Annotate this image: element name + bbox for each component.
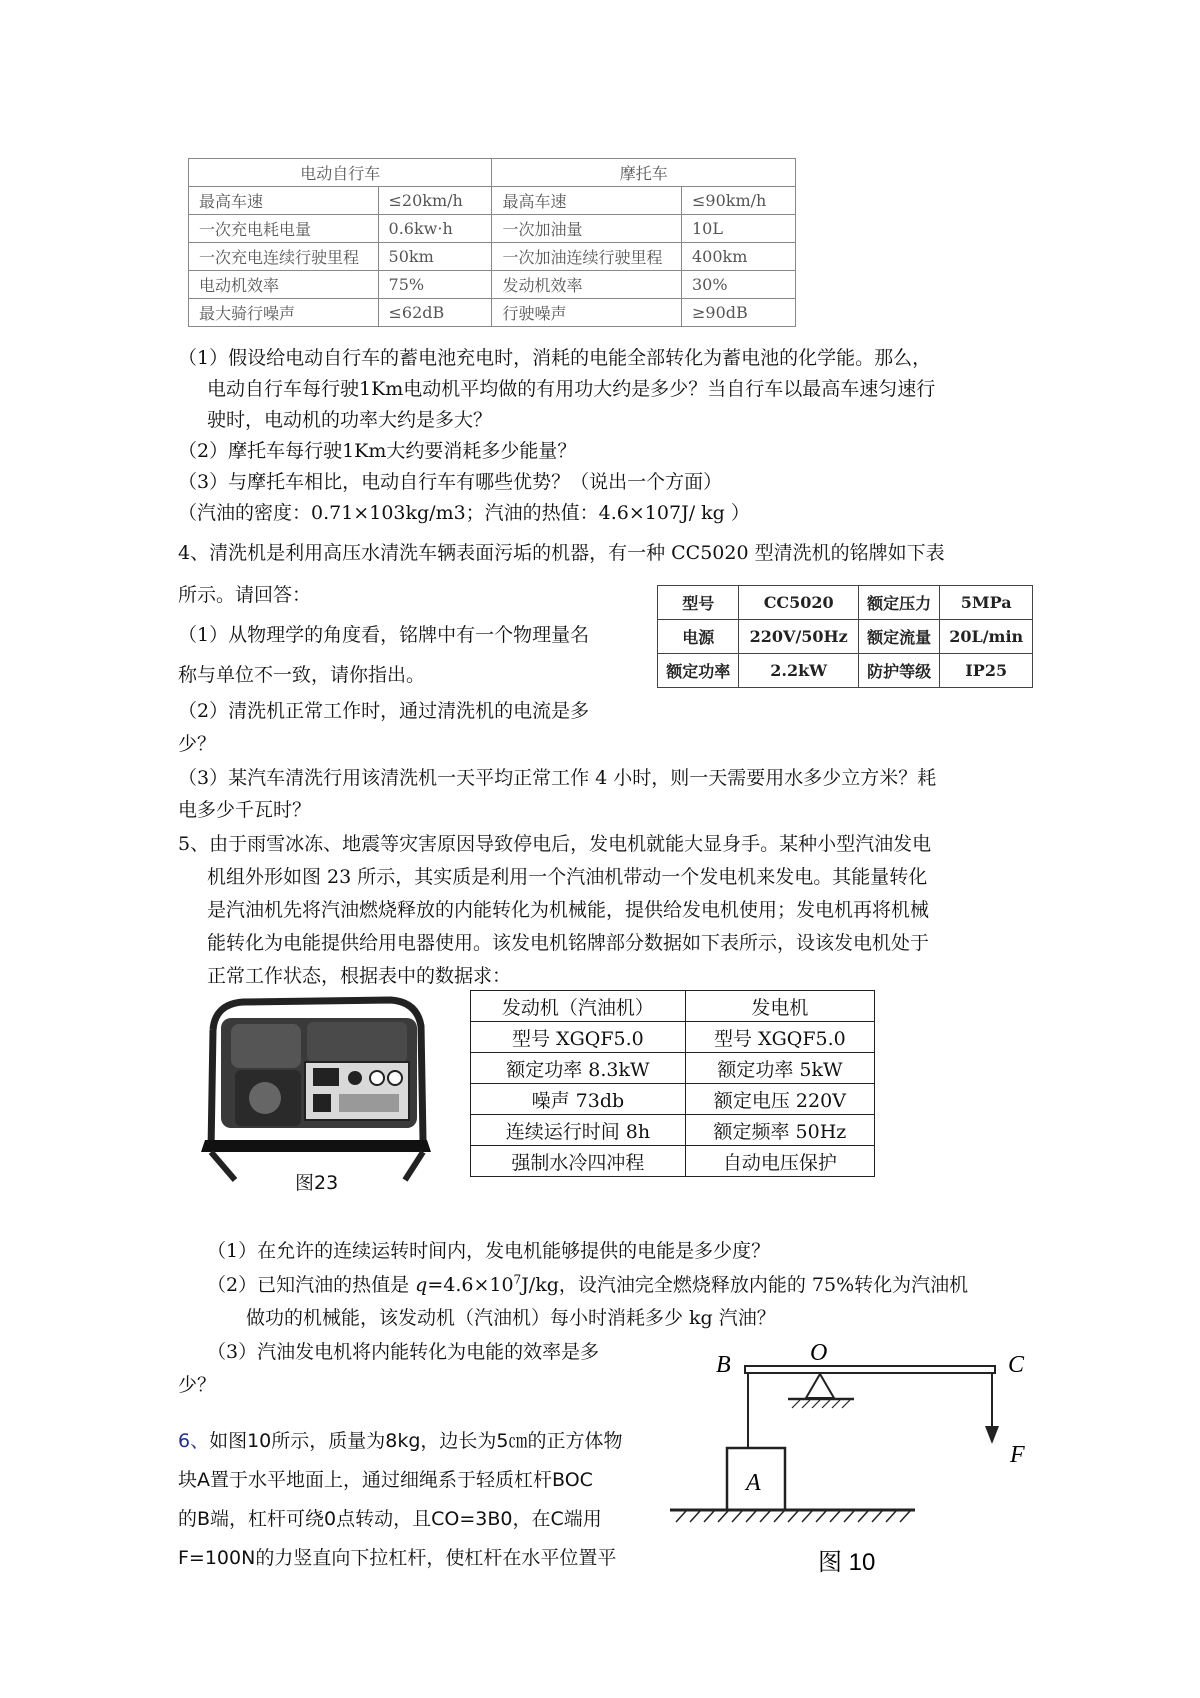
table-cell: 摩托车 xyxy=(492,159,796,187)
table-cell: 型号 xyxy=(658,586,739,620)
table-row xyxy=(471,1115,875,1146)
table-cell: 连续运行时间 8h xyxy=(471,1115,686,1146)
table-cell: IP25 xyxy=(940,654,1033,688)
table-row xyxy=(658,654,1033,688)
table-cell: 最高车速 xyxy=(492,187,682,215)
table-cell: 噪声 73db xyxy=(471,1084,686,1115)
table-row xyxy=(189,271,796,299)
generator-figure-caption: 图23 xyxy=(295,1172,339,1194)
table-row xyxy=(658,620,1033,654)
q6-line-2: 块A置于水平地面上，通过细绳系于轻质杠杆BOC xyxy=(178,1469,593,1491)
table-cell: ≤20km/h xyxy=(378,187,492,215)
table-cell: 0.6kw·h xyxy=(378,215,492,243)
q5-line-2: 机组外形如图 23 所示，其实质是利用一个汽油机带动一个发电机来发电。其能量转化 xyxy=(207,866,928,888)
lever-label-c: C xyxy=(1008,1352,1025,1378)
q3-line-1: （1）假设给电动自行车的蓄电池充电时，消耗的电能全部转化为蓄电池的化学能。那么， xyxy=(178,347,932,369)
table-cell: 5MPa xyxy=(940,586,1033,620)
table-cell: ≥90dB xyxy=(682,299,796,327)
table-cell: 2.2kW xyxy=(739,654,859,688)
table-cell: 额定功率 8.3kW xyxy=(471,1053,686,1084)
table-cell: 电源 xyxy=(658,620,739,654)
table-row xyxy=(658,586,1033,620)
table-cell: 防护等级 xyxy=(858,654,939,688)
q5-sub1: （1）在允许的连续运转时间内，发电机能够提供的电能是多少度？ xyxy=(207,1240,771,1262)
q4-sub1-b: 称与单位不一致，请你指出。 xyxy=(178,664,426,686)
table-cell: 75% xyxy=(378,271,492,299)
q5-line-3: 是汽油机先将汽油燃烧释放的内能转化为机械能，提供给发电机使用；发电机再将机械 xyxy=(207,899,930,921)
table-cell: 行驶噪声 xyxy=(492,299,682,327)
table-row xyxy=(189,243,796,271)
table-cell: 额定功率 xyxy=(658,654,739,688)
table-cell: 一次加油连续行驶里程 xyxy=(492,243,682,271)
q5-sub2-a: （2）已知汽油的热值是 $q=4.6\times 10^7J/kg$，设汽油完全燃烧释放内能的 75%转化为汽油机 xyxy=(207,1272,969,1296)
table-row xyxy=(189,299,796,327)
q4-sub1-a: （1）从物理学的角度看，铭牌中有一个物理量名 xyxy=(178,624,590,646)
table-header-row xyxy=(189,159,796,187)
q4-intro-2: 所示。请回答： xyxy=(178,584,312,606)
table-row xyxy=(189,187,796,215)
table-cell: 20L/min xyxy=(940,620,1033,654)
table-cell: ≤90km/h xyxy=(682,187,796,215)
q4-sub3-a: （3）某汽车清洗行用该清洗机一天平均正常工作 4 小时，则一天需要用水多少立方米？耗 xyxy=(178,767,937,789)
table-row xyxy=(471,1084,875,1115)
q5-line-4: 能转化为电能提供给用电器使用。该发电机铭牌部分数据如下表所示，设该发电机处于 xyxy=(207,932,930,954)
table-cell: 一次充电连续行驶里程 xyxy=(189,243,379,271)
table-cell: CC5020 xyxy=(739,586,859,620)
q3-line-3: 驶时，电动机的功率大约是多大？ xyxy=(207,409,493,431)
table-cell: ≤62dB xyxy=(378,299,492,327)
lever-label-b: B xyxy=(716,1352,731,1378)
table-cell: 发动机效率 xyxy=(492,271,682,299)
table-row xyxy=(189,215,796,243)
table-header-row xyxy=(471,991,875,1022)
q4-sub2-b: 少？ xyxy=(178,733,217,755)
q4-intro-1: 4、清洗机是利用高压水清洗车辆表面污垢的机器，有一种 CC5020 型清洗机的铭牌如下表 xyxy=(178,542,945,564)
table-cell: 一次加油量 xyxy=(492,215,682,243)
table-cell: 强制水冷四冲程 xyxy=(471,1146,686,1177)
q4-sub2-a: （2）清洗机正常工作时，通过清洗机的电流是多 xyxy=(178,700,590,722)
table-cell: 30% xyxy=(682,271,796,299)
table-row xyxy=(471,1022,875,1053)
force-label-f: F xyxy=(1010,1442,1025,1468)
q5-sub3-a: （3）汽油发电机将内能转化为电能的效率是多 xyxy=(207,1341,600,1363)
table-cell: 发动机（汽油机） xyxy=(471,991,686,1022)
q4-sub3-b: 电多少千瓦时？ xyxy=(178,799,312,821)
lever-label-o: O xyxy=(810,1340,828,1366)
table-row xyxy=(471,1146,875,1177)
table-cell: 220V/50Hz xyxy=(739,620,859,654)
q3-constants: （汽油的密度：0.71×103kg/m3；汽油的热值：4.6×107J/ kg ） xyxy=(178,502,750,524)
bike-motorcycle-table xyxy=(188,158,796,327)
table-cell: 额定功率 5kW xyxy=(685,1053,874,1084)
table-cell: 发电机 xyxy=(685,991,874,1022)
table-cell: 额定流量 xyxy=(858,620,939,654)
q6-line-1: 6、如图10所示，质量为8kg，边长为5㎝的正方体物 xyxy=(178,1430,623,1452)
block-label-a: A xyxy=(746,1470,761,1496)
table-cell: 型号 XGQF5.0 xyxy=(685,1022,874,1053)
table-cell: 10L xyxy=(682,215,796,243)
generator-spec-table xyxy=(470,990,875,1177)
table-cell: 型号 XGQF5.0 xyxy=(471,1022,686,1053)
figure-10-caption: 图 10 xyxy=(818,1549,876,1576)
table-cell: 自动电压保护 xyxy=(685,1146,874,1177)
q5-sub3-b: 少？ xyxy=(178,1374,217,1396)
q5-line-5: 正常工作状态，根据表中的数据求： xyxy=(207,965,512,987)
table-cell: 电动自行车 xyxy=(189,159,492,187)
table-cell: 额定频率 50Hz xyxy=(685,1115,874,1146)
table-cell: 最大骑行噪声 xyxy=(189,299,379,327)
table-cell: 50km xyxy=(378,243,492,271)
cleaner-nameplate-table xyxy=(657,585,1033,688)
q3-line-5: （3）与摩托车相比，电动自行车有哪些优势？（说出一个方面） xyxy=(178,471,723,493)
table-cell: 最高车速 xyxy=(189,187,379,215)
table-cell: 电动机效率 xyxy=(189,271,379,299)
q6-line-4: F=100N的力竖直向下拉杠杆，使杠杆在水平位置平 xyxy=(178,1547,617,1569)
q3-line-4: （2）摩托车每行驶1Km大约要消耗多少能量？ xyxy=(178,440,577,462)
q5-sub2-b: 做功的机械能，该发动机（汽油机）每小时消耗多少 kg 汽油？ xyxy=(246,1307,776,1329)
table-cell: 额定电压 220V xyxy=(685,1084,874,1115)
table-cell: 额定压力 xyxy=(858,586,939,620)
table-cell: 一次充电耗电量 xyxy=(189,215,379,243)
q6-line-3: 的B端，杠杆可绕0点转动，且CO=3B0，在C端用 xyxy=(178,1508,602,1530)
lever-diagram xyxy=(670,1340,1070,1580)
q5-line-1: 5、由于雨雪冰冻、地震等灾害原因导致停电后，发电机就能大显身手。某种小型汽油发电 xyxy=(178,833,932,855)
table-cell: 400km xyxy=(682,243,796,271)
table-row xyxy=(471,1053,875,1084)
q3-line-2: 电动自行车每行驶1Km电动机平均做的有用功大约是多少？当自行车以最高车速匀速行 xyxy=(207,378,936,400)
